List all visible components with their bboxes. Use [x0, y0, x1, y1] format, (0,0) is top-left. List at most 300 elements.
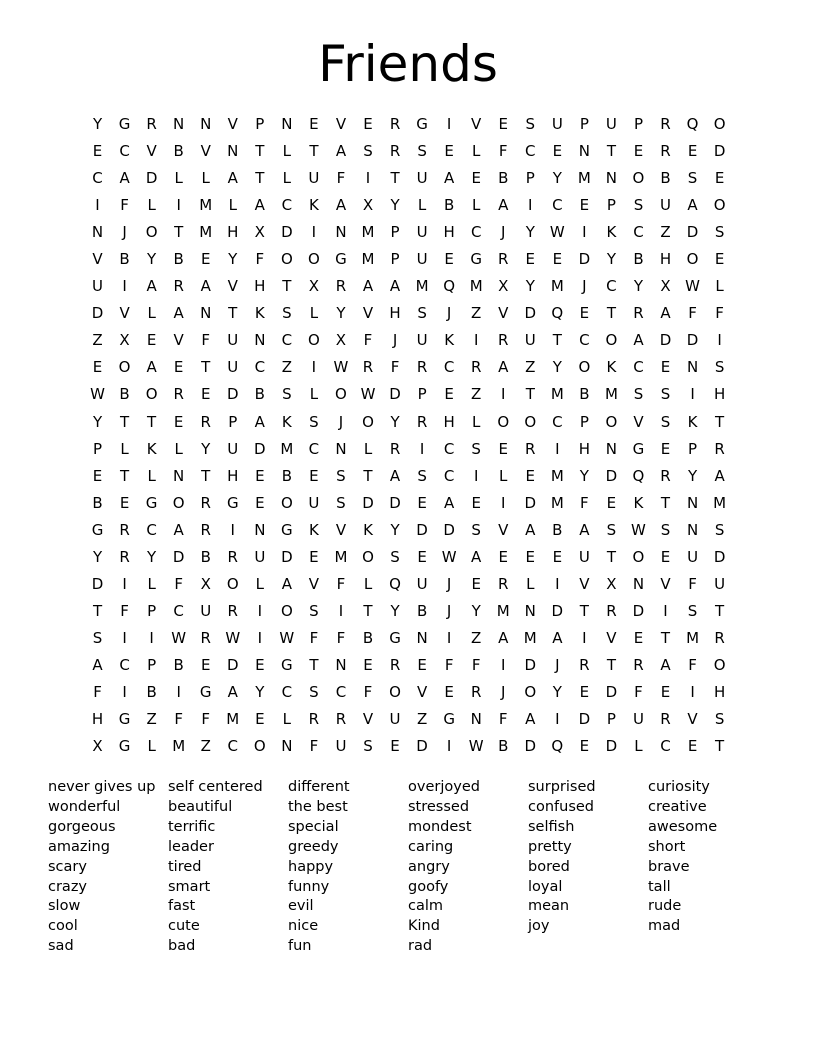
word-list-item: goofy [408, 878, 449, 895]
grid-letter: L [472, 142, 481, 161]
word-list-item: crazy [48, 878, 88, 895]
grid-letter: T [390, 169, 400, 188]
grid-letter: G [145, 493, 158, 512]
grid-letter: E [255, 710, 265, 729]
grid-letter: F [201, 710, 211, 729]
grid-letter: K [146, 439, 157, 458]
grid-letter: O [280, 250, 293, 269]
grid-letter: X [660, 277, 671, 296]
word-list-column [288, 778, 408, 957]
grid-letter: E [687, 142, 698, 161]
grid-letter: A [660, 304, 671, 323]
grid-letter: Y [147, 250, 157, 269]
grid-letter: E [444, 385, 454, 404]
word-list-item: pretty [528, 838, 572, 855]
grid-letter: U [227, 331, 239, 350]
grid-letter: Y [147, 547, 157, 566]
grid-letter: R [335, 710, 347, 729]
grid-letter: E [579, 304, 590, 323]
grid-letter: T [715, 601, 725, 620]
grid-letter: M [523, 628, 537, 647]
grid-letter: P [93, 439, 103, 458]
grid-letter: F [174, 710, 183, 729]
grid-letter: P [525, 169, 535, 188]
grid-letter: L [228, 196, 237, 215]
grid-letter: E [633, 142, 644, 161]
grid-letter: E [444, 250, 454, 269]
grid-letter: P [255, 115, 265, 134]
grid-letter: B [119, 385, 130, 404]
page-title: Friends [318, 35, 498, 93]
grid-letter: N [227, 142, 239, 161]
word-list-item: cool [48, 918, 78, 935]
grid-letter: C [146, 520, 157, 539]
grid-letter: L [120, 439, 129, 458]
grid-letter: I [257, 601, 263, 620]
grid-letter: C [281, 331, 293, 350]
grid-letter: K [281, 412, 292, 431]
grid-letter: P [579, 412, 589, 431]
word-list-item: greedy [288, 838, 339, 855]
grid-letter: J [501, 683, 506, 701]
grid-letter: Y [92, 412, 103, 431]
grid-letter: R [200, 412, 211, 431]
grid-letter: D [713, 547, 726, 566]
word-list-column [648, 778, 768, 957]
grid-letter: E [471, 169, 481, 188]
grid-letter: L [282, 710, 292, 729]
grid-letter: X [200, 574, 211, 593]
grid-letter: D [254, 439, 266, 458]
word-list-item: mean [528, 898, 570, 915]
grid-letter: A [714, 466, 725, 485]
grid-letter: H [227, 223, 239, 242]
grid-letter: U [416, 574, 428, 593]
grid-letter: K [633, 493, 644, 512]
grid-letter: E [173, 412, 184, 431]
word-list-item: special [288, 818, 339, 835]
grid-letter: L [147, 304, 156, 323]
grid-letter: A [525, 710, 536, 729]
grid-letter: Y [687, 466, 698, 485]
grid-letter: U [335, 737, 347, 756]
grid-letter: M [199, 196, 213, 215]
grid-row [84, 436, 733, 463]
grid-letter: R [119, 520, 130, 539]
grid-letter: V [335, 520, 347, 539]
grid-letter: X [308, 277, 320, 296]
grid-row [84, 219, 733, 246]
grid-letter: N [254, 331, 266, 350]
grid-letter: O [307, 250, 320, 269]
grid-letter: V [200, 142, 211, 161]
grid-letter: M [469, 277, 483, 296]
grid-letter: F [363, 331, 373, 350]
grid-letter: D [362, 493, 374, 512]
grid-letter: S [417, 304, 427, 323]
grid-letter: G [632, 439, 645, 458]
grid-letter: N [632, 574, 645, 593]
grid-letter: E [309, 547, 319, 566]
grid-letter: W [631, 520, 646, 539]
grid-letter: I [446, 628, 452, 647]
grid-letter: I [690, 385, 695, 404]
grid-letter: I [582, 223, 587, 242]
grid-letter: S [633, 385, 644, 404]
word-list-item: selfish [528, 818, 575, 835]
grid-letter: M [226, 710, 240, 729]
grid-letter: R [633, 304, 644, 323]
grid-letter: B [173, 250, 184, 269]
grid-letter: U [416, 250, 428, 269]
grid-letter: T [201, 466, 211, 485]
word-list-item: fun [288, 938, 312, 955]
word-list-item: terrific [168, 818, 216, 835]
grid-letter: K [363, 520, 373, 539]
grid-row [84, 463, 733, 490]
grid-letter: Y [92, 115, 103, 134]
grid-letter: A [552, 628, 563, 647]
grid-letter: I [473, 331, 479, 350]
grid-letter: G [91, 520, 104, 539]
grid-letter: A [92, 655, 103, 674]
grid-letter: Y [201, 439, 211, 458]
grid-letter: S [471, 520, 481, 539]
grid-letter: I [338, 601, 344, 620]
grid-letter: F [471, 655, 481, 674]
grid-letter: E [255, 466, 265, 485]
grid-letter: C [443, 358, 455, 377]
grid-letter: U [389, 710, 401, 729]
grid-letter: U [227, 439, 239, 458]
grid-letter: V [606, 628, 617, 647]
grid-letter: A [389, 277, 401, 296]
grid-letter: V [416, 683, 428, 701]
grid-letter: B [443, 196, 455, 215]
grid-letter: D [91, 304, 104, 323]
grid-letter: Z [471, 628, 482, 647]
grid-letter: B [579, 385, 590, 404]
word-list-item: angry [408, 858, 450, 875]
grid-letter: E [444, 683, 454, 701]
grid-letter: E [552, 547, 563, 566]
grid-letter: Y [525, 223, 535, 242]
grid-letter: Y [606, 250, 616, 269]
grid-row [84, 679, 733, 706]
grid-letter: F [688, 574, 697, 593]
grid-letter: Q [551, 737, 564, 756]
grid-letter: H [578, 439, 590, 458]
grid-letter: O [335, 385, 347, 404]
grid-letter: S [336, 493, 346, 512]
grid-letter: N [416, 628, 428, 647]
grid-letter: I [528, 196, 533, 215]
grid-letter: D [172, 547, 185, 566]
grid-letter: S [525, 115, 536, 134]
grid-letter: S [363, 142, 373, 161]
grid-letter: F [498, 710, 508, 729]
grid-letter: S [309, 412, 319, 431]
grid-letter: Q [443, 277, 456, 296]
grid-letter: C [443, 466, 455, 485]
grid-letter: E [660, 439, 671, 458]
grid-letter: U [605, 115, 617, 134]
grid-letter: G [118, 115, 131, 134]
grid-letter: I [555, 710, 560, 729]
word-list-item: creative [648, 798, 707, 815]
grid-letter: Y [390, 601, 400, 620]
grid-letter: O [713, 115, 726, 134]
grid-letter: R [200, 628, 211, 647]
grid-letter: R [470, 358, 482, 377]
word-list-item: brave [648, 858, 690, 875]
grid-letter: R [470, 683, 482, 701]
grid-letter: A [254, 412, 265, 431]
grid-letter: F [688, 304, 697, 323]
grid-letter: I [311, 358, 317, 377]
grid-letter: L [363, 439, 373, 458]
grid-letter: U [416, 331, 428, 350]
grid-row [84, 625, 733, 652]
grid-letter: L [417, 196, 427, 215]
grid-letter: I [257, 628, 263, 647]
grid-row [84, 733, 733, 760]
grid-letter: M [496, 601, 510, 620]
grid-letter: X [119, 331, 130, 350]
grid-letter: F [336, 169, 346, 188]
grid-letter: S [660, 412, 671, 431]
grid-letter: O [632, 547, 645, 566]
grid-letter: N [686, 358, 699, 377]
grid-letter: O [713, 655, 726, 674]
grid-row [84, 246, 733, 273]
grid-letter: I [176, 196, 181, 215]
grid-letter: B [173, 655, 184, 674]
grid-letter: S [309, 601, 319, 620]
grid-letter: F [688, 655, 697, 674]
word-list-item: rad [408, 938, 433, 955]
grid-letter: I [473, 466, 479, 485]
grid-letter: J [555, 655, 560, 674]
grid-letter: S [714, 358, 725, 377]
grid-letter: T [282, 277, 292, 296]
grid-letter: F [174, 574, 183, 593]
grid-letter: M [686, 628, 700, 647]
grid-letter: D [524, 655, 537, 674]
grid-letter: T [552, 331, 562, 350]
grid-row [84, 544, 733, 571]
grid-letter: M [550, 277, 564, 296]
grid-letter: H [713, 385, 726, 404]
grid-letter: W [333, 358, 349, 377]
grid-letter: T [660, 493, 671, 512]
grid-letter: N [200, 115, 212, 134]
grid-letter: I [555, 574, 560, 593]
grid-letter: D [713, 142, 726, 161]
grid-letter: P [228, 412, 238, 431]
grid-letter: R [660, 142, 671, 161]
grid-letter: U [227, 358, 239, 377]
grid-letter: T [715, 737, 725, 756]
grid-row [84, 273, 733, 300]
grid-letter: E [552, 142, 563, 161]
grid-letter: E [119, 493, 130, 512]
grid-letter: P [688, 439, 698, 458]
grid-letter: I [149, 628, 154, 647]
grid-letter: X [498, 277, 509, 296]
grid-letter: B [173, 142, 184, 161]
grid-letter: D [389, 493, 401, 512]
grid-letter: V [498, 304, 509, 323]
grid-letter: C [443, 439, 455, 458]
grid-letter: M [172, 737, 186, 756]
grid-letter: K [308, 196, 319, 215]
grid-letter: U [687, 547, 699, 566]
grid-letter: T [92, 601, 103, 620]
grid-letter: A [633, 331, 644, 350]
grid-letter: Z [92, 331, 103, 350]
grid-letter: Y [255, 683, 265, 701]
grid-letter: E [255, 493, 265, 512]
grid-letter: F [390, 358, 400, 377]
grid-letter: D [443, 520, 455, 539]
grid-letter: O [280, 601, 293, 620]
grid-letter: D [416, 520, 428, 539]
grid-letter: V [92, 250, 103, 269]
grid-letter: B [633, 250, 644, 269]
grid-letter: R [200, 493, 211, 512]
grid-letter: T [309, 142, 319, 161]
grid-letter: L [147, 574, 156, 593]
word-list-item: calm [408, 898, 444, 915]
grid-letter: M [415, 277, 429, 296]
grid-letter: T [363, 601, 373, 620]
grid-letter: C [552, 412, 563, 431]
grid-letter: O [389, 683, 401, 701]
grid-letter: O [605, 331, 618, 350]
grid-letter: I [663, 601, 668, 620]
grid-letter: G [389, 628, 401, 647]
grid-letter: X [254, 223, 265, 242]
grid-letter: L [282, 142, 292, 161]
grid-letter: A [173, 304, 184, 323]
grid-letter: S [714, 223, 725, 242]
grid-letter: Q [632, 466, 645, 485]
grid-letter: X [362, 196, 374, 215]
grid-letter: C [552, 196, 563, 215]
grid-letter: R [389, 142, 401, 161]
grid-letter: G [335, 250, 347, 269]
grid-letter: E [309, 115, 319, 134]
grid-row [84, 327, 733, 354]
grid-letter: A [471, 547, 482, 566]
grid-letter: E [552, 250, 563, 269]
grid-letter: E [363, 115, 373, 134]
word-list-item: cute [168, 918, 200, 935]
grid-letter: E [309, 466, 319, 485]
grid-letter: R [714, 628, 725, 647]
grid-letter: T [525, 385, 535, 404]
grid-letter: A [389, 466, 401, 485]
grid-letter: L [472, 412, 481, 431]
grid-letter: U [578, 547, 590, 566]
grid-letter: K [444, 331, 455, 350]
grid-letter: A [362, 277, 374, 296]
grid-letter: R [227, 601, 238, 620]
grid-letter: L [634, 737, 643, 756]
grid-letter: K [606, 223, 617, 242]
grid-letter: M [550, 493, 564, 512]
word-list-item: mad [648, 918, 681, 935]
grid-letter: P [579, 115, 589, 134]
grid-letter: I [122, 277, 127, 296]
grid-letter: W [90, 385, 105, 404]
grid-row [84, 111, 733, 138]
grid-letter: J [392, 331, 398, 350]
grid-letter: B [281, 466, 292, 485]
grid-letter: H [389, 304, 401, 323]
grid-letter: A [660, 655, 671, 674]
grid-letter: R [498, 574, 509, 593]
grid-letter: M [334, 547, 348, 566]
grid-letter: S [417, 466, 427, 485]
grid-letter: M [550, 385, 564, 404]
grid-letter: T [255, 169, 265, 188]
grid-letter: D [551, 601, 564, 620]
word-list [48, 778, 768, 957]
word-list-item: smart [168, 878, 211, 895]
grid-letter: K [254, 304, 265, 323]
grid-letter: V [227, 115, 238, 134]
grid-letter: O [145, 385, 158, 404]
grid-letter: U [308, 169, 320, 188]
grid-letter: V [146, 142, 157, 161]
grid-letter: M [361, 223, 375, 242]
grid-row [84, 571, 733, 598]
grid-letter: C [227, 737, 238, 756]
grid-letter: Y [390, 520, 400, 539]
grid-letter: U [551, 115, 563, 134]
grid-letter: N [524, 601, 536, 620]
grid-letter: R [335, 277, 347, 296]
grid-letter: B [362, 628, 374, 647]
grid-letter: Y [390, 196, 400, 215]
grid-letter: O [145, 223, 158, 242]
grid-row [84, 192, 733, 219]
grid-row [84, 300, 733, 327]
grid-letter: S [471, 439, 481, 458]
grid-letter: T [715, 412, 725, 431]
grid-letter: I [419, 439, 425, 458]
grid-letter: H [443, 223, 455, 242]
word-list-item: bad [168, 938, 196, 955]
grid-letter: R [525, 439, 536, 458]
grid-letter: U [308, 493, 320, 512]
grid-letter: Z [416, 710, 428, 729]
grid-letter: I [501, 385, 506, 404]
grid-letter: N [578, 142, 590, 161]
grid-letter: Y [579, 466, 589, 485]
grid-letter: P [417, 385, 427, 404]
grid-letter: I [176, 683, 181, 701]
grid-letter: Y [633, 277, 644, 296]
grid-letter: C [335, 683, 347, 701]
grid-letter: W [441, 547, 457, 566]
grid-letter: F [255, 250, 265, 269]
grid-letter: E [255, 655, 265, 674]
grid-letter: R [146, 115, 157, 134]
grid-letter: E [606, 493, 617, 512]
